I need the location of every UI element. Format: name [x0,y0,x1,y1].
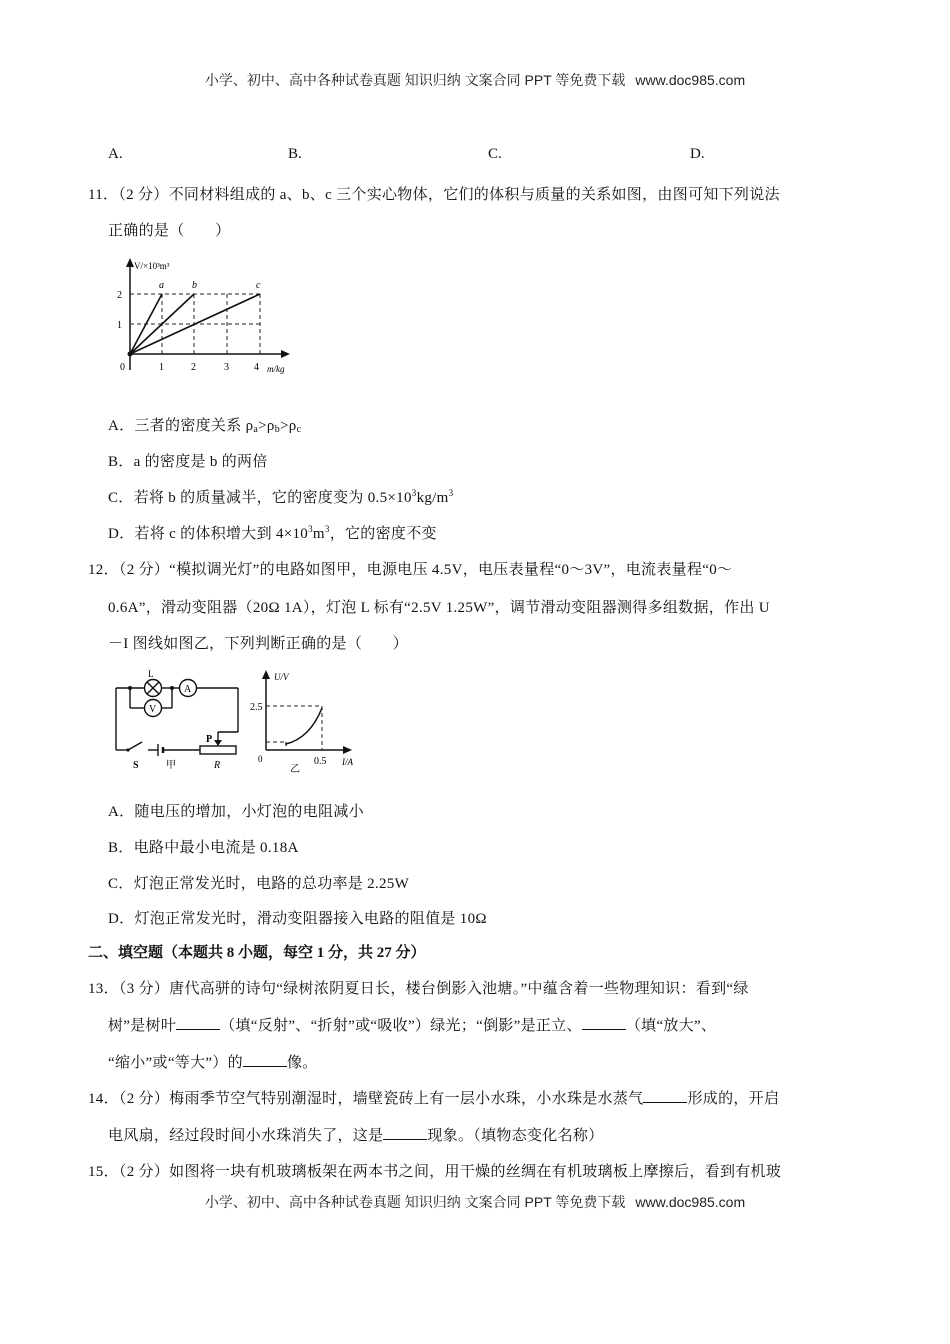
svg-text:P: P [206,734,213,745]
q11-stem-line2: 正确的是（ ） [108,223,231,239]
svg-text:V: V [149,704,157,715]
q11-option-b: B．a 的密度是 b 的两倍 [108,454,268,470]
svg-text:2: 2 [191,362,196,373]
footer-banner [0,1192,950,1212]
svg-text:S: S [133,760,139,771]
svg-text:甲: 甲 [166,760,176,771]
svg-text:乙: 乙 [290,764,300,775]
q13-blank-1[interactable] [176,1015,220,1030]
footer-banner-text: 小学、初中、高中各种试卷真题 知识归纳 文案合同 PPT 等免费下载 [204,1194,626,1210]
q13-stem-line1: 13．（3 分）唐代高骈的诗句“绿树浓阴夏日长，楼台倒影入池塘。”中蕴含着一些物理知识：看到“绿 [88,981,749,997]
q12-stem-line2: 0.6A”，滑动变阻器（20Ω 1A），灯泡 L 标有“2.5V 1.25W”，调节滑动变阻器测得多组数据，作出 U [108,600,770,616]
svg-text:a: a [159,280,164,291]
q13-stem-line2: 树”是树叶 （填“反射”、“折射”或“吸收”）绿光；“倒影”是正立、 （填“放大”、 [108,1014,716,1035]
q10-option-a: A. [108,146,123,162]
q13-blank-3[interactable] [243,1052,287,1067]
svg-text:2.5: 2.5 [250,702,263,713]
svg-text:m/kg: m/kg [267,364,285,374]
q11-stem-line1: 11．（2 分）不同材料组成的 a、b、c 三个实心物体，它们的体积与质量的关系如图，由图可知下列说法 [88,187,780,203]
svg-text:0: 0 [258,754,263,764]
svg-text:L: L [148,669,154,679]
q13-number: 13． [88,981,119,997]
svg-text:R: R [214,760,221,771]
q14-stem-line2: 电风扇，经过段时间小水珠消失了，这是 现象。（填物态变化名称） [108,1124,604,1145]
q12-option-c: C．灯泡正常发光时，电路的总功率是 2.25W [108,876,410,892]
svg-text:c: c [256,280,261,291]
svg-text:1: 1 [159,362,164,373]
q11-option-d: D．若将 c 的体积增大到 $4\times 10^3m^3$，它的密度不变 [108,524,437,542]
q12-circuit-diagram [108,662,248,774]
q12-option-a: A．随电压的增加，小灯泡的电阻减小 [108,804,364,820]
q10-option-d: D. [690,146,705,162]
q14-blank-2[interactable] [383,1125,427,1140]
q12-stem-line3: －I 图线如图乙，下列判断正确的是（ ） [108,636,409,652]
q11-volume-mass-graph [112,252,302,377]
svg-text:I/A: I/A [342,757,353,767]
q14-blank-1[interactable] [643,1088,687,1103]
svg-text:0.5: 0.5 [314,756,327,767]
header-banner [0,70,950,90]
q12-option-d: D．灯泡正常发光时，滑动变阻器接入电路的阻值是 10Ω [108,911,487,927]
header-banner-url: www.doc985.com [635,72,746,88]
q14-stem-line1: 14．（2 分）梅雨季节空气特别潮湿时，墙壁瓷砖上有一层小水珠，小水珠是水蒸气 形成的，开启 [88,1087,779,1108]
section-fill-in-blank-heading: 二、填空题（本题共 8 小题，每空 1 分，共 27 分） [88,945,426,961]
q11-option-a: A．三者的密度关系 $\rho_a>\rho_b>\rho_c$ [108,418,302,435]
q10-option-c: C. [488,146,502,162]
q10-option-b: B. [288,146,302,162]
q14-number: 14． [88,1091,119,1107]
q12-stem-line1: 12．（2 分）“模拟调光灯”的电路如图甲，电源电压 4.5V，电压表量程“0～3V”，电流表量程“0～ [88,562,733,578]
header-banner-text: 小学、初中、高中各种试卷真题 知识归纳 文案合同 PPT 等免费下载 [204,72,626,88]
footer-banner-url: www.doc985.com [635,1194,746,1210]
svg-text:A: A [184,684,192,695]
svg-text:1: 1 [117,320,122,331]
svg-text:0: 0 [120,362,125,373]
q11-graph-ylabel: V/×10³m³ [134,261,170,271]
svg-text:2: 2 [117,290,122,301]
q15-number: 15． [88,1164,119,1180]
svg-text:U/V: U/V [274,672,289,682]
q13-blank-2[interactable] [582,1015,626,1030]
q13-stem-line3: “缩小”或“等大”）的 像。 [108,1051,318,1072]
svg-text:b: b [192,280,197,291]
q15-stem-line1: 15．（2 分）如图将一块有机玻璃板架在两本书之间，用干燥的丝绸在有机玻璃板上摩擦后，看到有机玻 [88,1164,782,1180]
q12-ui-graph [250,666,365,776]
q12-option-b: B．电路中最小电流是 0.18A [108,840,299,856]
svg-text:4: 4 [254,362,259,373]
q11-number: 11． [88,187,119,203]
q11-option-c: C．若将 b 的质量减半，它的密度变为 $0.5\times 10^3kg/m^3$ [108,488,454,506]
q12-number: 12． [88,562,119,578]
svg-text:3: 3 [224,362,229,373]
